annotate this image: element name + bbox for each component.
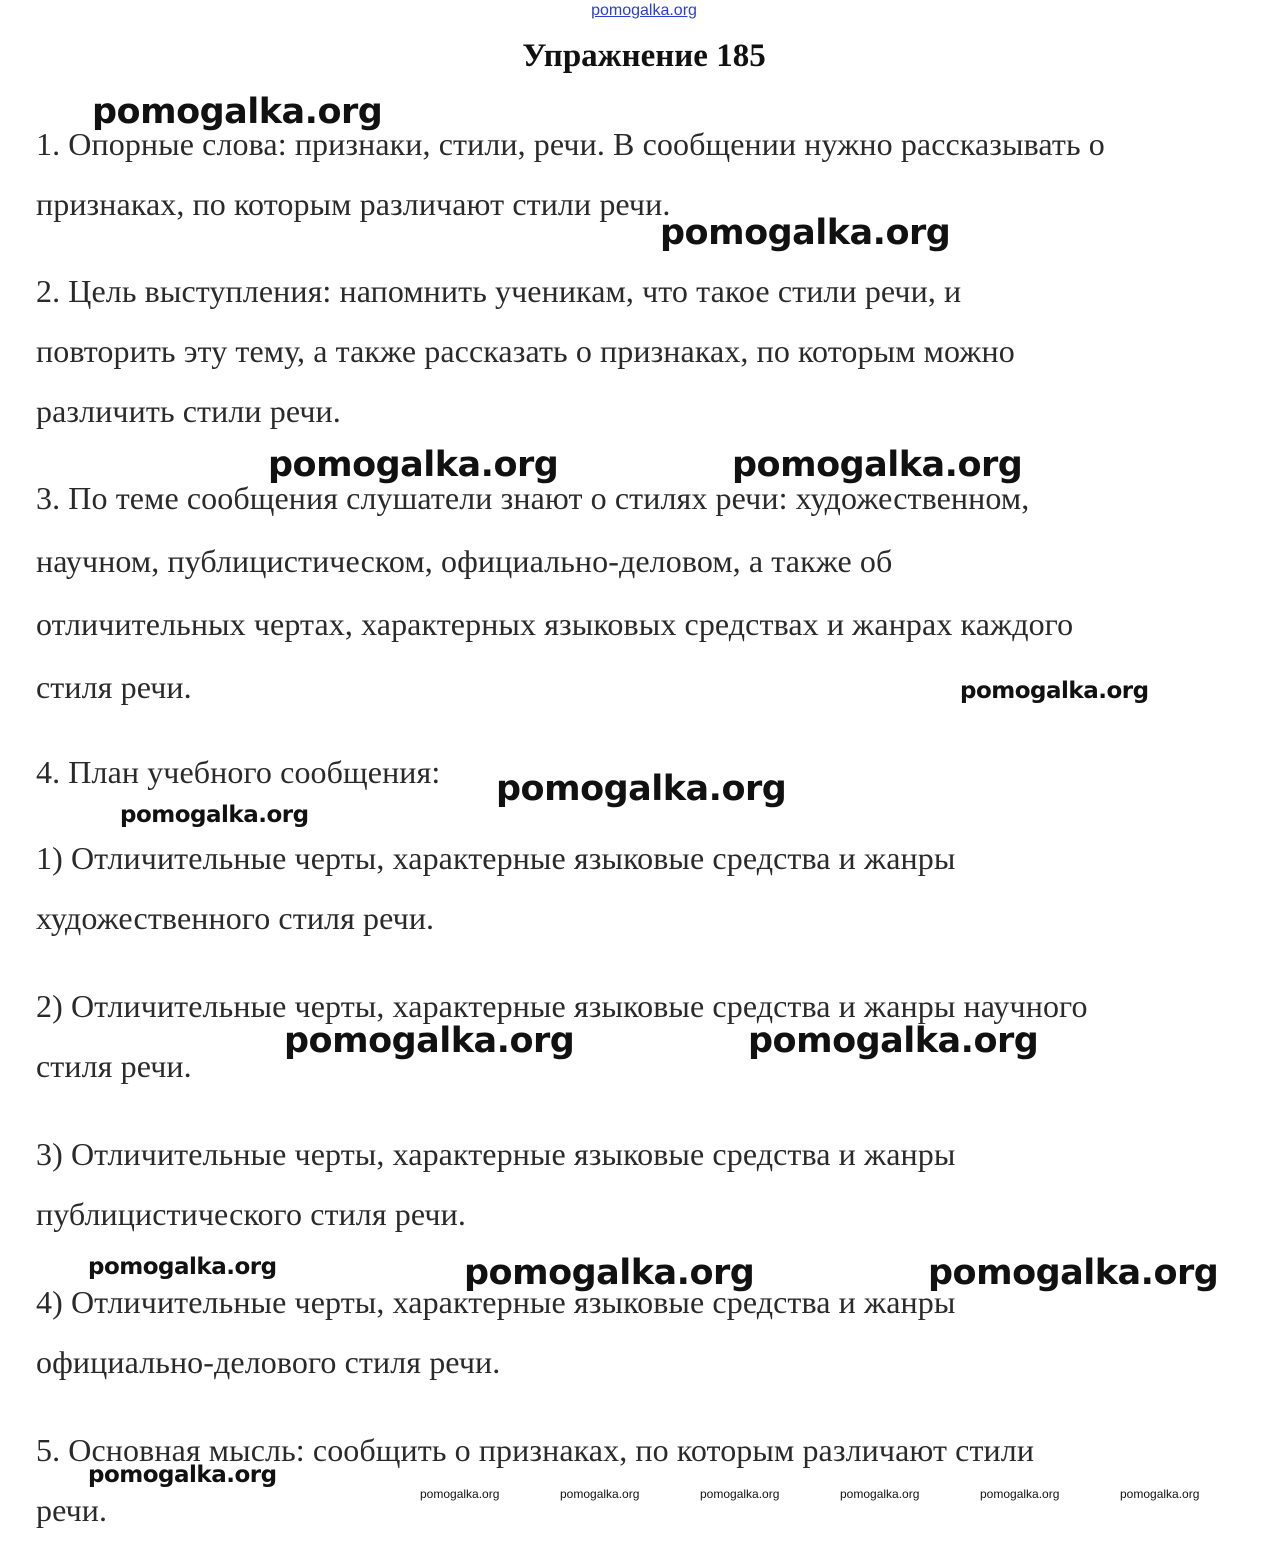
paragraph-line: 4) Отличительные черты, характерные языковые средства и жанры (36, 1284, 956, 1320)
watermark: pomogalka.org (420, 1487, 500, 1501)
watermark: pomogalka.org (88, 1254, 277, 1280)
paragraph-line: 5. Основная мысль: сообщить о признаках, по которым различают стили (36, 1432, 1035, 1468)
paragraph-3 (36, 467, 1073, 719)
page-title: Упражнение 185 (522, 38, 766, 74)
watermark: pomogalka.org (660, 213, 951, 253)
plan-heading (36, 742, 440, 802)
paragraph-line: 1) Отличительные черты, характерные языковые средства и жанры (36, 840, 956, 876)
watermark: pomogalka.org (496, 769, 787, 809)
paragraph-line: 3. По теме сообщения слушатели знают о стилях речи: художественном, (36, 480, 1030, 516)
watermark: pomogalka.org (464, 1253, 755, 1293)
watermark: pomogalka.org (268, 445, 559, 485)
watermark: pomogalka.org (928, 1253, 1219, 1293)
paragraph-line: 1. Опорные слова: признаки, стили, речи. В сообщении нужно рассказывать о (36, 126, 1105, 162)
watermark: pomogalka.org (560, 1487, 640, 1501)
watermark: pomogalka.org (284, 1021, 575, 1061)
watermark: pomogalka.org (732, 445, 1023, 485)
paragraph-line: речи. (36, 1492, 108, 1528)
paragraph-line: различить стили речи. (36, 393, 341, 429)
watermark: pomogalka.org (700, 1487, 780, 1501)
paragraph-line: 3) Отличительные черты, характерные языковые средства и жанры (36, 1136, 956, 1172)
plan-item-3 (36, 1124, 955, 1244)
watermark: pomogalka.org (840, 1487, 920, 1501)
paragraph-line: 2. Цель выступления: напомнить ученикам, что такое стили речи, и (36, 273, 962, 309)
paragraph-line: признаках, по которым различают стили речи. (36, 186, 671, 222)
paragraph-line: отличительных чертах, характерных языковых средствах и жанрах каждого (36, 606, 1074, 642)
watermark: pomogalka.org (748, 1021, 1039, 1061)
watermark: pomogalka.org (980, 1487, 1060, 1501)
paragraph-line: 2) Отличительные черты, характерные языковые средства и жанры научного (36, 988, 1088, 1024)
paragraph-line: художественного стиля речи. (36, 900, 435, 936)
watermark: pomogalka.org (88, 1462, 277, 1488)
watermark: pomogalka.org (92, 92, 383, 132)
site-link[interactable]: pomogalka.org (591, 2, 697, 19)
paragraph-2 (36, 261, 1015, 441)
watermark: pomogalka.org (1120, 1487, 1200, 1501)
paragraph-line: 4. План учебного сообщения: (36, 754, 441, 790)
watermark: pomogalka.org (960, 678, 1149, 704)
paragraph-line: научном, публицистическом, официально-деловом, а также об (36, 543, 893, 579)
paragraph-line: стиля речи. (36, 1048, 192, 1084)
paragraph-line: стиля речи. (36, 669, 192, 705)
paragraph-line: публицистического стиля речи. (36, 1196, 466, 1232)
plan-item-1 (36, 828, 955, 948)
paragraph-line: официально-делового стиля речи. (36, 1344, 501, 1380)
paragraph-line: повторить эту тему, а также рассказать о признаках, по которым можно (36, 333, 1015, 369)
watermark: pomogalka.org (120, 802, 309, 828)
